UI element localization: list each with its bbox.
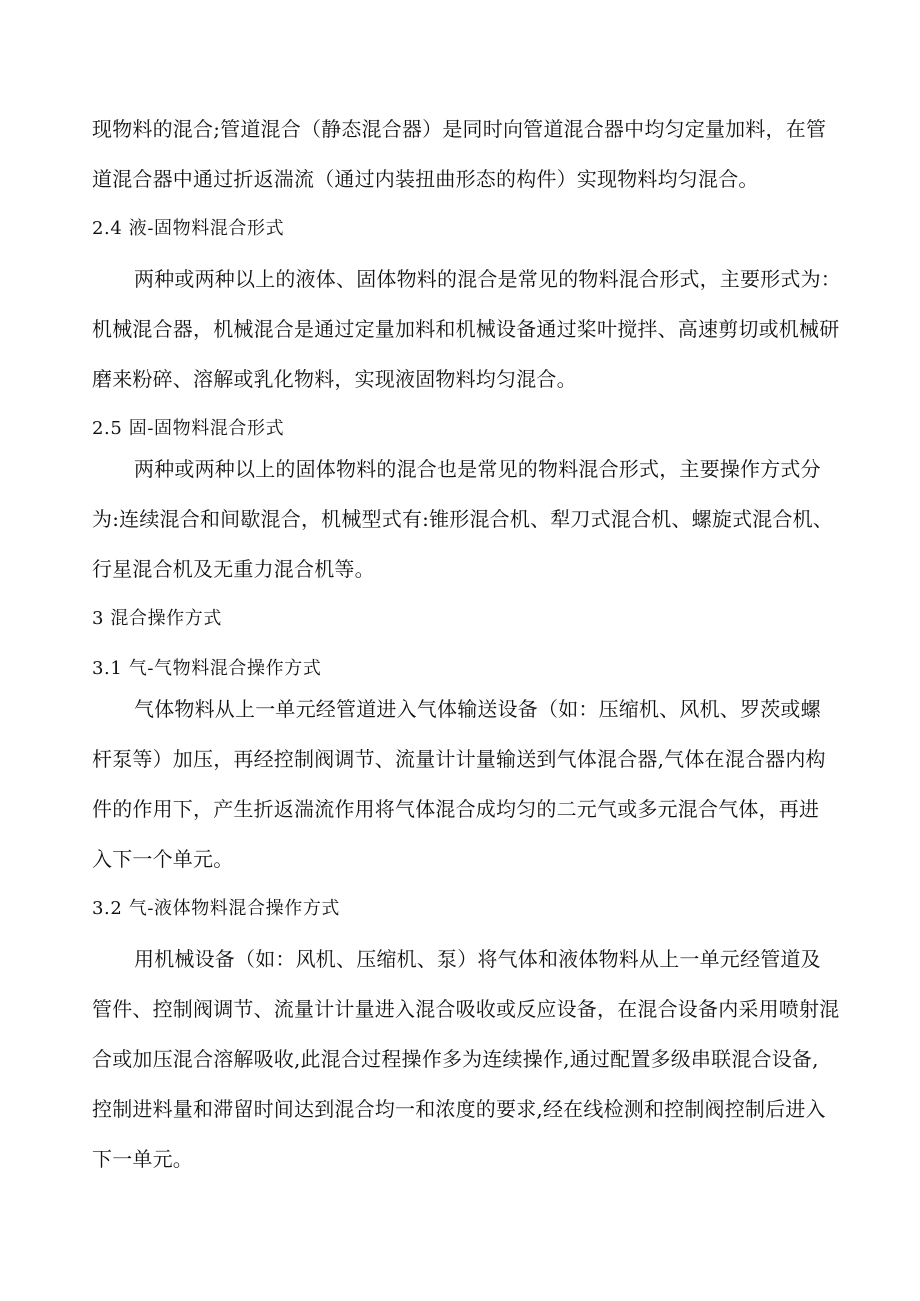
section-heading-3: 3 混合操作方式: [92, 608, 222, 629]
paragraph-line-4: 机械混合器，机械混合是通过定量加料和机械设备通过桨叶搅拌、高速剪切或机械研: [92, 317, 840, 341]
paragraph-line-1: 现物料的混合;管道混合（静态混合器）是同时向管道混合器中均匀定量加料，在管: [92, 117, 827, 141]
paragraph-line-14: 管件、控制阀调节、流量计计量进入混合吸收或反应设备，在混合设备内采用喷射混: [92, 997, 840, 1021]
section-heading-3-2: 3.2 气-液体物料混合操作方式: [92, 898, 341, 919]
paragraph-line-8: 行星混合机及无重力混合机等。: [92, 557, 375, 581]
paragraph-line-15: 合或加压混合溶解吸收,此混合过程操作多为连续操作,通过配置多级串联混合设备,: [92, 1047, 819, 1071]
paragraph-line-10: 杆泵等）加压，再经控制阀调节、流量计计量输送到气体混合器,气体在混合器内构: [92, 747, 826, 771]
paragraph-line-13: 用机械设备（如：风机、压缩机、泵）将气体和液体物料从上一单元经管道及: [134, 947, 821, 971]
paragraph-line-2: 道混合器中通过折返湍流（通过内装扭曲形态的构件）实现物料均匀混合。: [92, 167, 759, 191]
paragraph-line-16: 控制进料量和滞留时间达到混合均一和浓度的要求,经在线检测和控制阀控制后进入: [92, 1097, 826, 1121]
paragraph-line-5: 磨来粉碎、溶解或乳化物料，实现液固物料均匀混合。: [92, 367, 577, 391]
section-heading-3-1: 3.1 气-气物料混合操作方式: [92, 658, 322, 679]
paragraph-line-12: 入下一个单元。: [92, 847, 234, 871]
paragraph-line-17: 下一单元。: [92, 1147, 193, 1171]
section-heading-2-5: 2.5 固-固物料混合形式: [92, 418, 285, 439]
section-heading-2-4: 2.4 液-固物料混合形式: [92, 218, 285, 239]
paragraph-line-3: 两种或两种以上的液体、固体物料的混合是常见的物料混合形式，主要形式为：: [134, 267, 841, 291]
paragraph-line-9: 气体物料从上一单元经管道进入气体输送设备（如：压缩机、风机、罗茨或螺: [134, 697, 821, 721]
paragraph-line-6: 两种或两种以上的固体物料的混合也是常见的物料混合形式，主要操作方式分: [134, 457, 821, 481]
paragraph-line-11: 件的作用下，产生折返湍流作用将气体混合成均匀的二元气或多元混合气体，再进: [92, 797, 820, 821]
paragraph-line-7: 为:连续混合和间歇混合，机械型式有:锥形混合机、犁刀式混合机、螺旋式混合机、: [92, 507, 834, 531]
